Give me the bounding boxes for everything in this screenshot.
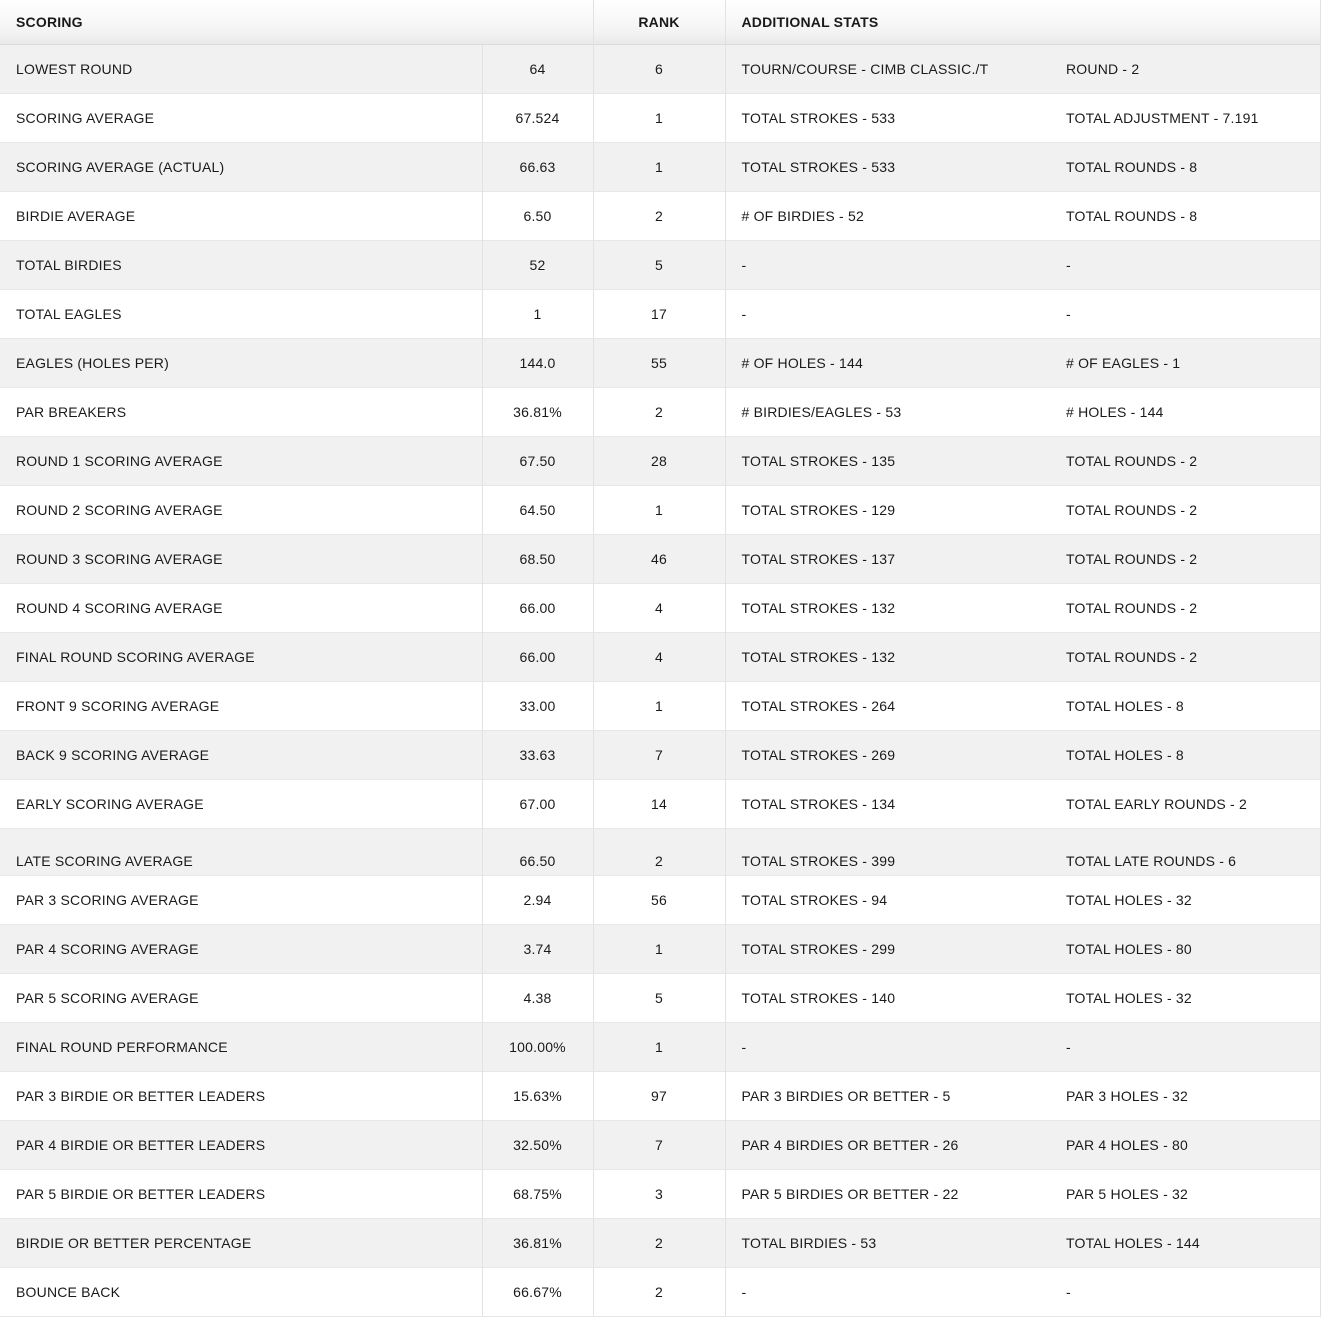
table-row bbox=[0, 437, 1320, 486]
table-row bbox=[0, 339, 1320, 388]
table-header bbox=[0, 0, 1320, 45]
additional-stat-2: TOTAL HOLES - 32 bbox=[1050, 974, 1320, 1023]
additional-stat-1: TOTAL STROKES - 132 bbox=[725, 633, 1050, 682]
stat-name: BACK 9 SCORING AVERAGE bbox=[0, 731, 482, 780]
table-row bbox=[0, 486, 1320, 535]
stat-value: 6.50 bbox=[482, 192, 593, 241]
stat-rank: 4 bbox=[593, 633, 725, 682]
stat-value: 4.38 bbox=[482, 974, 593, 1023]
additional-stat-1: PAR 3 BIRDIES OR BETTER - 5 bbox=[725, 1072, 1050, 1121]
stat-name: PAR BREAKERS bbox=[0, 388, 482, 437]
stat-value: 33.63 bbox=[482, 731, 593, 780]
table-row bbox=[0, 780, 1320, 829]
stat-rank: 17 bbox=[593, 290, 725, 339]
additional-stat-1: TOTAL STROKES - 132 bbox=[725, 584, 1050, 633]
additional-stat-2: PAR 3 HOLES - 32 bbox=[1050, 1072, 1320, 1121]
stat-rank: 2 bbox=[593, 829, 725, 876]
additional-stat-1: - bbox=[725, 241, 1050, 290]
header-row bbox=[0, 0, 1320, 45]
additional-stat-1: TOTAL STROKES - 299 bbox=[725, 925, 1050, 974]
stat-name: SCORING AVERAGE bbox=[0, 94, 482, 143]
table-row bbox=[0, 1072, 1320, 1121]
stat-rank: 6 bbox=[593, 45, 725, 94]
stat-value: 52 bbox=[482, 241, 593, 290]
additional-stat-1: - bbox=[725, 1023, 1050, 1072]
stat-rank: 1 bbox=[593, 94, 725, 143]
additional-stat-2: PAR 5 HOLES - 32 bbox=[1050, 1170, 1320, 1219]
additional-stat-1: TOTAL STROKES - 140 bbox=[725, 974, 1050, 1023]
table-row bbox=[0, 682, 1320, 731]
stat-name: ROUND 4 SCORING AVERAGE bbox=[0, 584, 482, 633]
stat-name: BIRDIE OR BETTER PERCENTAGE bbox=[0, 1219, 482, 1268]
stat-value: 64 bbox=[482, 45, 593, 94]
header-scoring: SCORING bbox=[0, 0, 593, 45]
additional-stat-1: TOTAL STROKES - 533 bbox=[725, 94, 1050, 143]
stat-rank: 55 bbox=[593, 339, 725, 388]
table-row bbox=[0, 829, 1320, 876]
additional-stat-1: - bbox=[725, 1268, 1050, 1317]
stat-rank: 28 bbox=[593, 437, 725, 486]
table-row bbox=[0, 925, 1320, 974]
stat-name: EAGLES (HOLES PER) bbox=[0, 339, 482, 388]
stat-rank: 2 bbox=[593, 388, 725, 437]
table-row bbox=[0, 241, 1320, 290]
additional-stat-1: PAR 4 BIRDIES OR BETTER - 26 bbox=[725, 1121, 1050, 1170]
stat-value: 68.75% bbox=[482, 1170, 593, 1219]
stat-value: 67.524 bbox=[482, 94, 593, 143]
stat-rank: 7 bbox=[593, 1121, 725, 1170]
stat-name: PAR 3 SCORING AVERAGE bbox=[0, 876, 482, 925]
stat-value: 144.0 bbox=[482, 339, 593, 388]
table-body bbox=[0, 45, 1320, 1317]
table-row bbox=[0, 45, 1320, 94]
stat-rank: 3 bbox=[593, 1170, 725, 1219]
table-row bbox=[0, 143, 1320, 192]
stat-name: BIRDIE AVERAGE bbox=[0, 192, 482, 241]
stat-value: 66.63 bbox=[482, 143, 593, 192]
stat-value: 67.50 bbox=[482, 437, 593, 486]
table-row bbox=[0, 94, 1320, 143]
stat-value: 68.50 bbox=[482, 535, 593, 584]
additional-stat-1: TOTAL STROKES - 137 bbox=[725, 535, 1050, 584]
stat-value: 36.81% bbox=[482, 388, 593, 437]
stat-name: LATE SCORING AVERAGE bbox=[0, 829, 482, 876]
table-row bbox=[0, 974, 1320, 1023]
additional-stat-2: TOTAL ADJUSTMENT - 7.191 bbox=[1050, 94, 1320, 143]
stat-value: 3.74 bbox=[482, 925, 593, 974]
stat-name: BOUNCE BACK bbox=[0, 1268, 482, 1317]
stat-rank: 1 bbox=[593, 486, 725, 535]
stat-value: 15.63% bbox=[482, 1072, 593, 1121]
stat-value: 32.50% bbox=[482, 1121, 593, 1170]
stat-rank: 5 bbox=[593, 974, 725, 1023]
stat-value: 66.67% bbox=[482, 1268, 593, 1317]
stat-name: EARLY SCORING AVERAGE bbox=[0, 780, 482, 829]
stat-name: PAR 5 BIRDIE OR BETTER LEADERS bbox=[0, 1170, 482, 1219]
additional-stat-2: TOTAL ROUNDS - 2 bbox=[1050, 633, 1320, 682]
additional-stat-2: TOTAL HOLES - 8 bbox=[1050, 682, 1320, 731]
additional-stat-1: - bbox=[725, 290, 1050, 339]
table-row bbox=[0, 1121, 1320, 1170]
stat-rank: 2 bbox=[593, 1219, 725, 1268]
stat-rank: 14 bbox=[593, 780, 725, 829]
additional-stat-1: TOTAL STROKES - 264 bbox=[725, 682, 1050, 731]
additional-stat-2: TOTAL ROUNDS - 8 bbox=[1050, 192, 1320, 241]
additional-stat-2: TOTAL ROUNDS - 2 bbox=[1050, 437, 1320, 486]
table-row bbox=[0, 535, 1320, 584]
additional-stat-1: TOTAL BIRDIES - 53 bbox=[725, 1219, 1050, 1268]
table-row bbox=[0, 731, 1320, 780]
additional-stat-2: TOTAL ROUNDS - 2 bbox=[1050, 584, 1320, 633]
additional-stat-1: TOTAL STROKES - 94 bbox=[725, 876, 1050, 925]
header-rank: RANK bbox=[593, 0, 725, 45]
table-row bbox=[0, 1268, 1320, 1317]
table-row bbox=[0, 633, 1320, 682]
table-row bbox=[0, 1023, 1320, 1072]
stat-value: 36.81% bbox=[482, 1219, 593, 1268]
additional-stat-1: TOURN/COURSE - CIMB CLASSIC./T bbox=[725, 45, 1050, 94]
additional-stat-2: PAR 4 HOLES - 80 bbox=[1050, 1121, 1320, 1170]
additional-stat-2: TOTAL LATE ROUNDS - 6 bbox=[1050, 829, 1320, 876]
stat-name: FINAL ROUND PERFORMANCE bbox=[0, 1023, 482, 1072]
table-row bbox=[0, 388, 1320, 437]
additional-stat-1: TOTAL STROKES - 533 bbox=[725, 143, 1050, 192]
stat-name: LOWEST ROUND bbox=[0, 45, 482, 94]
stat-name: ROUND 1 SCORING AVERAGE bbox=[0, 437, 482, 486]
stat-name: TOTAL BIRDIES bbox=[0, 241, 482, 290]
additional-stat-1: PAR 5 BIRDIES OR BETTER - 22 bbox=[725, 1170, 1050, 1219]
additional-stat-1: # BIRDIES/EAGLES - 53 bbox=[725, 388, 1050, 437]
stat-value: 66.00 bbox=[482, 584, 593, 633]
additional-stat-2: # HOLES - 144 bbox=[1050, 388, 1320, 437]
additional-stat-2: # OF EAGLES - 1 bbox=[1050, 339, 1320, 388]
additional-stat-2: TOTAL HOLES - 80 bbox=[1050, 925, 1320, 974]
additional-stat-1: TOTAL STROKES - 134 bbox=[725, 780, 1050, 829]
additional-stat-2: TOTAL ROUNDS - 8 bbox=[1050, 143, 1320, 192]
table-row bbox=[0, 1219, 1320, 1268]
stat-name: FINAL ROUND SCORING AVERAGE bbox=[0, 633, 482, 682]
stat-value: 1 bbox=[482, 290, 593, 339]
stat-name: FRONT 9 SCORING AVERAGE bbox=[0, 682, 482, 731]
stat-name: ROUND 3 SCORING AVERAGE bbox=[0, 535, 482, 584]
additional-stat-1: TOTAL STROKES - 129 bbox=[725, 486, 1050, 535]
additional-stat-2: TOTAL HOLES - 32 bbox=[1050, 876, 1320, 925]
stat-name: PAR 5 SCORING AVERAGE bbox=[0, 974, 482, 1023]
stat-value: 66.00 bbox=[482, 633, 593, 682]
stat-name: ROUND 2 SCORING AVERAGE bbox=[0, 486, 482, 535]
stat-rank: 4 bbox=[593, 584, 725, 633]
additional-stat-1: TOTAL STROKES - 399 bbox=[725, 829, 1050, 876]
header-additional-stats: ADDITIONAL STATS bbox=[725, 0, 1320, 45]
table-row bbox=[0, 1170, 1320, 1219]
additional-stat-2: TOTAL ROUNDS - 2 bbox=[1050, 535, 1320, 584]
stat-rank: 56 bbox=[593, 876, 725, 925]
additional-stat-1: # OF BIRDIES - 52 bbox=[725, 192, 1050, 241]
additional-stat-2: - bbox=[1050, 241, 1320, 290]
additional-stat-2: ROUND - 2 bbox=[1050, 45, 1320, 94]
stat-rank: 2 bbox=[593, 1268, 725, 1317]
stat-name: PAR 4 SCORING AVERAGE bbox=[0, 925, 482, 974]
stat-name: PAR 4 BIRDIE OR BETTER LEADERS bbox=[0, 1121, 482, 1170]
additional-stat-2: TOTAL ROUNDS - 2 bbox=[1050, 486, 1320, 535]
stat-value: 64.50 bbox=[482, 486, 593, 535]
stat-rank: 7 bbox=[593, 731, 725, 780]
stat-rank: 2 bbox=[593, 192, 725, 241]
stat-value: 33.00 bbox=[482, 682, 593, 731]
additional-stat-1: TOTAL STROKES - 135 bbox=[725, 437, 1050, 486]
stat-rank: 1 bbox=[593, 925, 725, 974]
stat-rank: 97 bbox=[593, 1072, 725, 1121]
stat-rank: 1 bbox=[593, 1023, 725, 1072]
stat-value: 100.00% bbox=[482, 1023, 593, 1072]
stat-value: 67.00 bbox=[482, 780, 593, 829]
additional-stat-1: TOTAL STROKES - 269 bbox=[725, 731, 1050, 780]
stat-name: TOTAL EAGLES bbox=[0, 290, 482, 339]
additional-stat-2: - bbox=[1050, 1268, 1320, 1317]
stat-value: 66.50 bbox=[482, 829, 593, 876]
stat-value: 2.94 bbox=[482, 876, 593, 925]
table-row bbox=[0, 584, 1320, 633]
stat-rank: 5 bbox=[593, 241, 725, 290]
stat-rank: 1 bbox=[593, 143, 725, 192]
additional-stat-2: TOTAL HOLES - 8 bbox=[1050, 731, 1320, 780]
table-row bbox=[0, 192, 1320, 241]
stat-name: SCORING AVERAGE (ACTUAL) bbox=[0, 143, 482, 192]
additional-stat-2: TOTAL HOLES - 144 bbox=[1050, 1219, 1320, 1268]
stat-rank: 46 bbox=[593, 535, 725, 584]
additional-stat-2: - bbox=[1050, 290, 1320, 339]
table-row bbox=[0, 876, 1320, 925]
stat-rank: 1 bbox=[593, 682, 725, 731]
additional-stat-2: TOTAL EARLY ROUNDS - 2 bbox=[1050, 780, 1320, 829]
table-row bbox=[0, 290, 1320, 339]
additional-stat-2: - bbox=[1050, 1023, 1320, 1072]
stat-name: PAR 3 BIRDIE OR BETTER LEADERS bbox=[0, 1072, 482, 1121]
additional-stat-1: # OF HOLES - 144 bbox=[725, 339, 1050, 388]
